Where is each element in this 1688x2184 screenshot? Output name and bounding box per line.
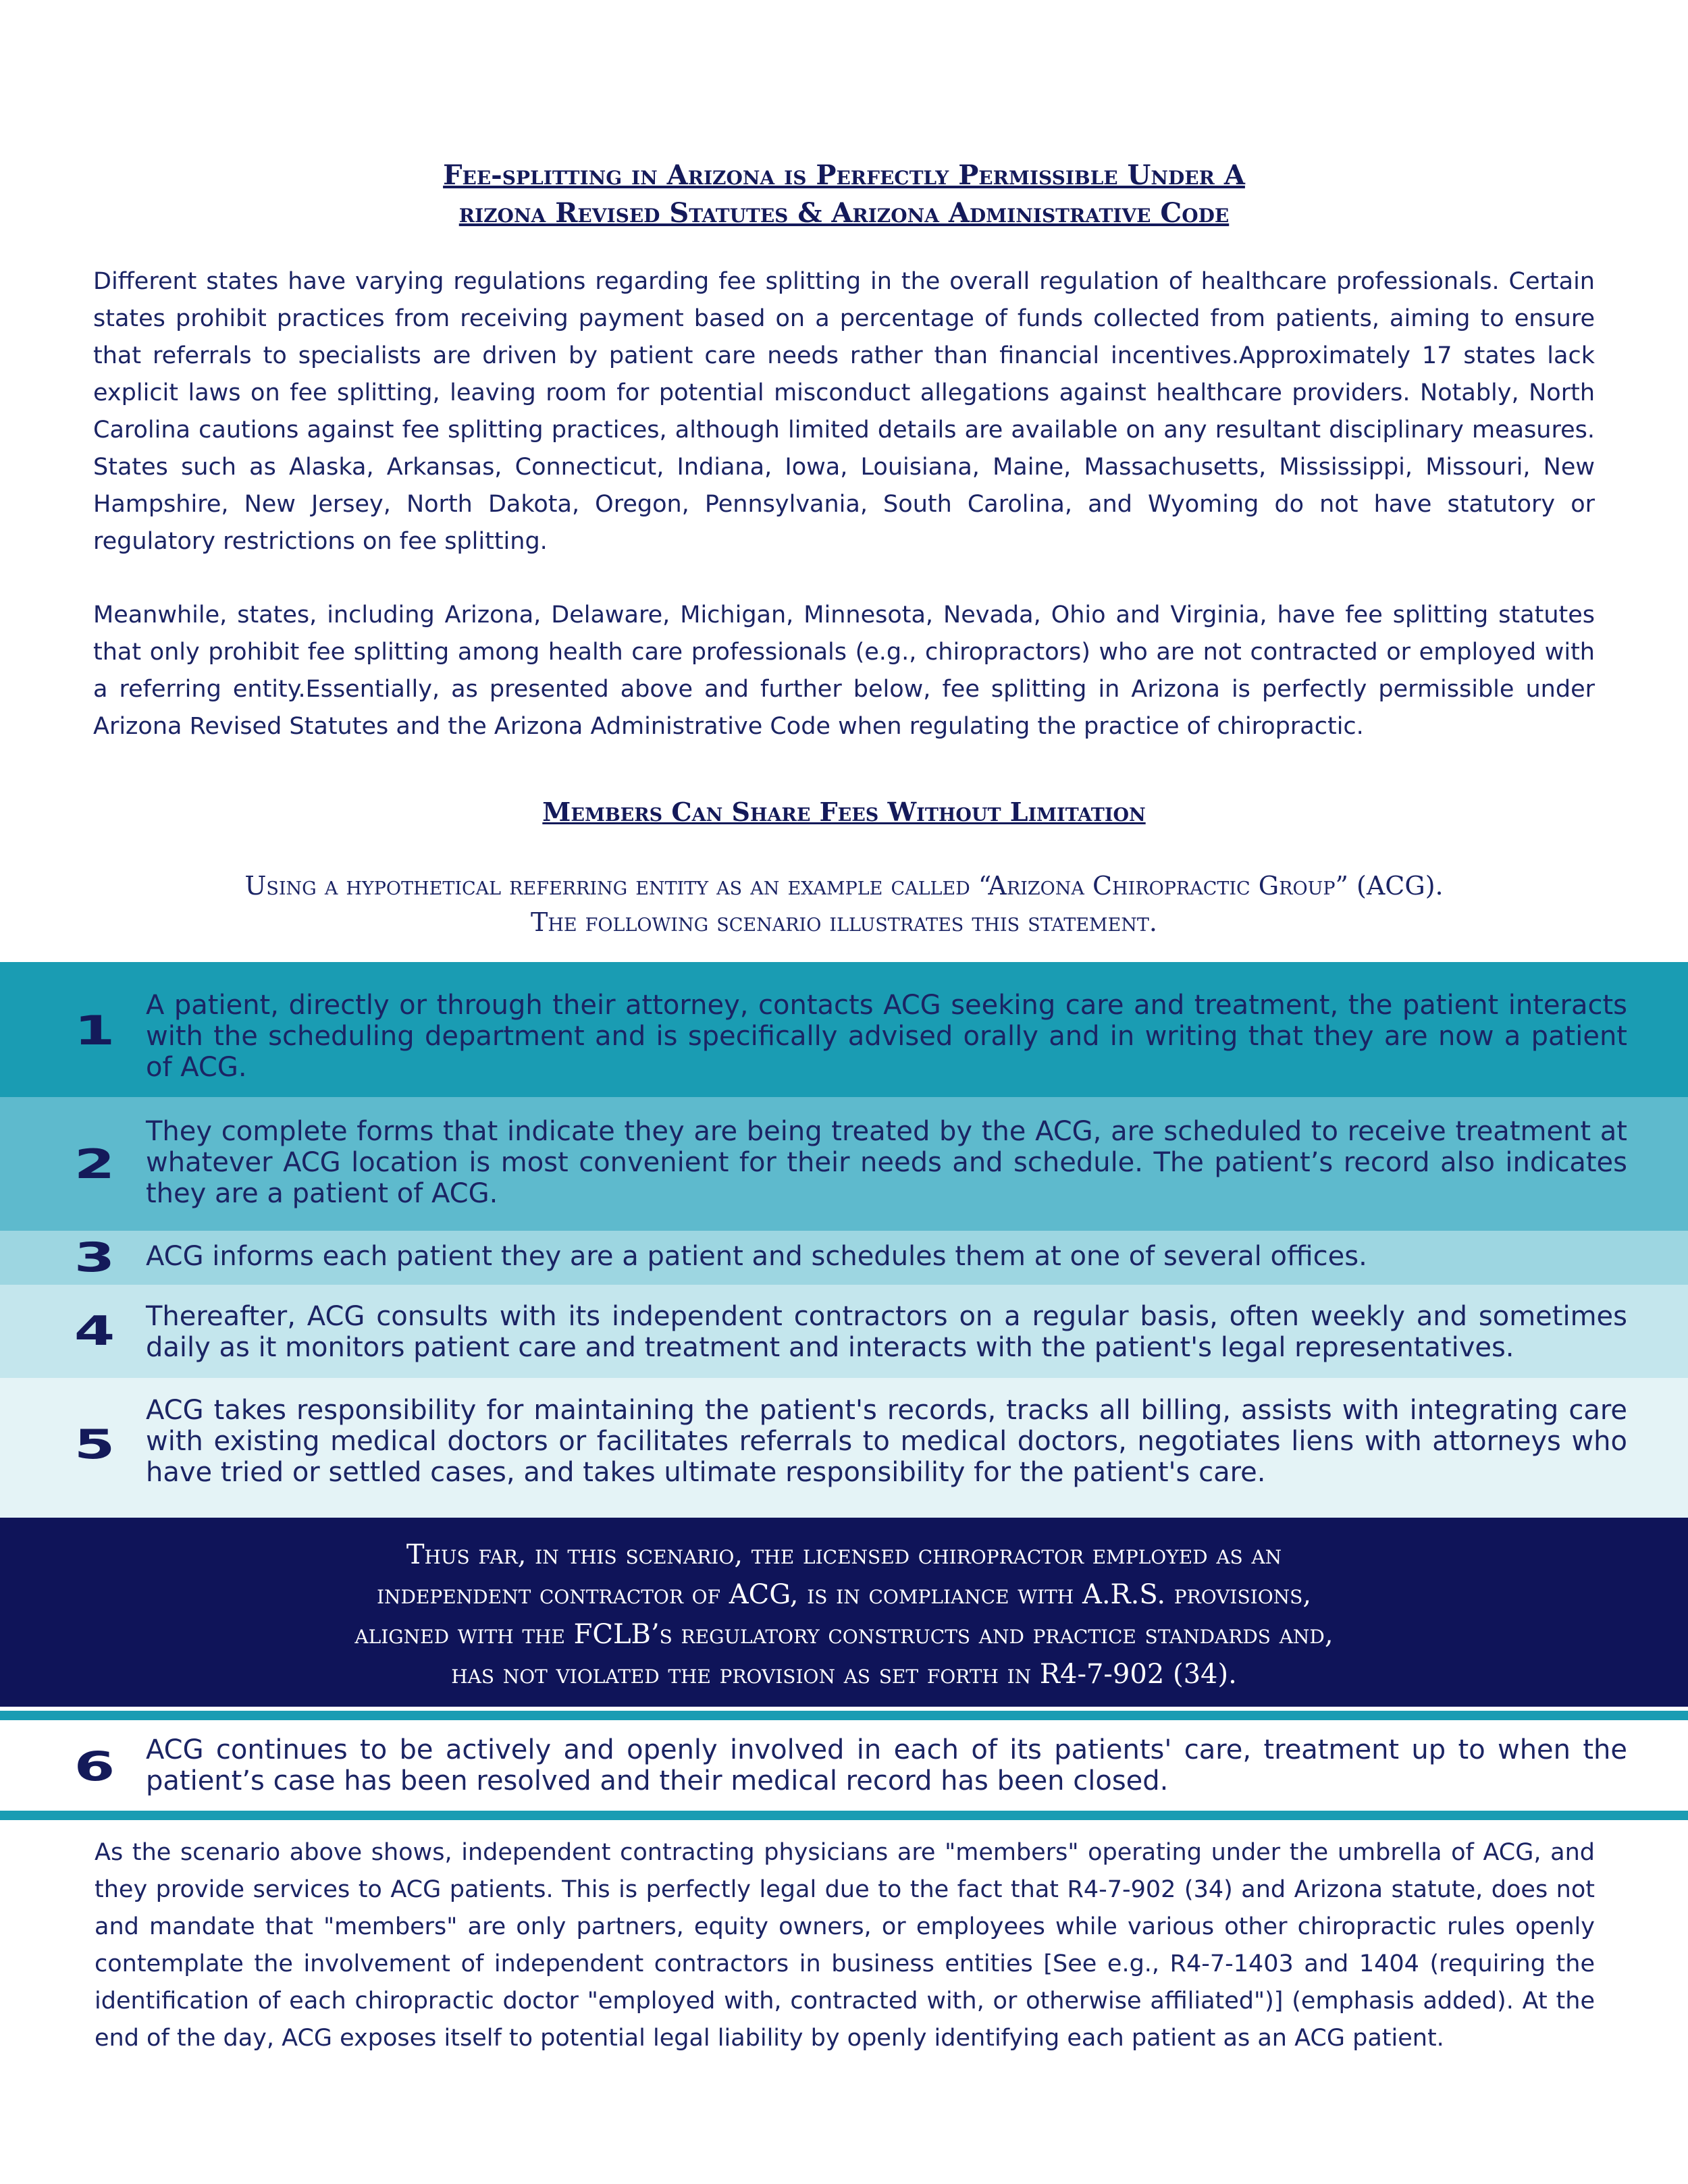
step-text-5: ACG takes responsibility for maintaining the patient's records, tracks all billing, assists with integrating care with existing medical doctors or facilitates referrals to medical doctors, negotiates liens with attorneys who have tried or settled cases, and takes ultimate responsibility for the patient's care. — [146, 1395, 1627, 1488]
intro-line-2: The following scenario illustrates this statement. — [530, 907, 1158, 937]
intro-line-1: Using a hypothetical referring entity as an example called “Arizona Chiropractic Group” (ACG). — [244, 871, 1444, 901]
paragraph-state-regulations: Different states have varying regulations regarding fee splitting in the overall regulation of healthcare professionals. Certain states prohibit practices from receiving payment based on a percentage of funds collected from patients, aiming to ensure that referrals to specialists are driven by patient care needs rather than financial incentives.Approximately 17 states lack explicit laws on fee splitting, leaving room for potential misconduct allegations against healthcare providers. Notably, North Carolina cautions against fee splitting practices, although limited details are available on any resultant disciplinary measures. States such as Alaska, Arkansas, Connecticut, Indiana, Iowa, Louisiana, Maine, Massachusetts, Mississippi, Missouri, New Hampshire, New Jersey, North Dakota, Oregon, Pennsylvania, South Carolina, and Wyoming do not have statutory or regulatory restrictions on fee splitting. — [93, 268, 1595, 555]
callout-line-4: has not violated the provision as set forth in R4-7-902 (34). — [451, 1659, 1237, 1690]
compliance-callout-text — [169, 1535, 1519, 1695]
paragraph-arizona-statutes: Meanwhile, states, including Arizona, Delaware, Michigan, Minnesota, Nevada, Ohio and Virginia, have fee splitting statutes that only prohibit fee splitting among health care professionals (e.g., chiropractors) who are not contracted or employed with a referring entity.Essentially, as presented above and further below, fee splitting in Arizona is perfectly permissible under Arizona Revised Statutes and the Arizona Administrative Code when regulating the practice of chiropractic. — [93, 602, 1595, 740]
document-title — [169, 157, 1519, 232]
title-line-1: Fee-splitting in Arizona is Perfectly Permissible Under A — [443, 159, 1245, 191]
scenario-intro — [101, 868, 1587, 940]
step-text-2: They complete forms that indicate they are being treated by the ACG, are scheduled to receive treatment at whatever ACG location is most convenient for their needs and schedule. The patient’s record also indicates they are a patient of ACG. — [146, 1116, 1627, 1209]
step-text-1: A patient, directly or through their attorney, contacts ACG seeking care and treatment, the patient interacts with the scheduling department and is specifically advised orally and in writing that they are now a patient of ACG. — [146, 990, 1627, 1083]
step-text-4: Thereafter, ACG consults with its independent contractors on a regular basis, often weekly and sometimes daily as it monitors patient care and treatment and interacts with the patient's legal representatives. — [146, 1301, 1627, 1363]
step-text-3: ACG informs each patient they are a patient and schedules them at one of several offices. — [146, 1241, 1367, 1272]
step-number-6: 6 — [74, 1743, 115, 1790]
step-text-6: ACG continues to be actively and openly involved in each of its patients' care, treatment up to when the patient’s case has been resolved and their medical record has been closed. — [146, 1734, 1627, 1796]
title-line-2: rizona Revised Statutes & Arizona Administrative Code — [458, 197, 1230, 229]
step-number-1: 1 — [74, 1007, 115, 1055]
divider-bottom — [0, 1811, 1688, 1820]
section-heading: Members Can Share Fees Without Limitation — [542, 797, 1146, 827]
step-number-4: 4 — [74, 1308, 115, 1355]
callout-line-1: Thus far, in this scenario, the licensed chiropractor employed as an — [406, 1539, 1282, 1570]
step-number-5: 5 — [74, 1421, 115, 1468]
paragraph-conclusion: As the scenario above shows, independent contracting physicians are "members" operating under the umbrella of ACG, and they provide services to ACG patients. This is perfectly legal due to the fact that R4-7-902 (34) and Arizona statute, does not and mandate that "members" are only partners, equity owners, or employees while various other chiropractic rules openly contemplate the involvement of independent contractors in business entities [See e.g., R4-7-1403 and 1404 (requiring the identification of each chiropractic doctor "employed with, contracted with, or otherwise affiliated")] (emphasis added). At the end of the day, ACG exposes itself to potential legal liability by openly identifying each patient as an ACG patient. — [95, 1839, 1595, 2052]
callout-line-3: aligned with the FCLB’s regulatory constructs and practice standards and, — [354, 1619, 1334, 1650]
divider-top — [0, 1711, 1688, 1720]
callout-line-2: independent contractor of ACG, is in compliance with A.R.S. provisions, — [376, 1579, 1312, 1610]
step-number-2: 2 — [74, 1141, 115, 1188]
step-number-3: 3 — [74, 1234, 115, 1281]
